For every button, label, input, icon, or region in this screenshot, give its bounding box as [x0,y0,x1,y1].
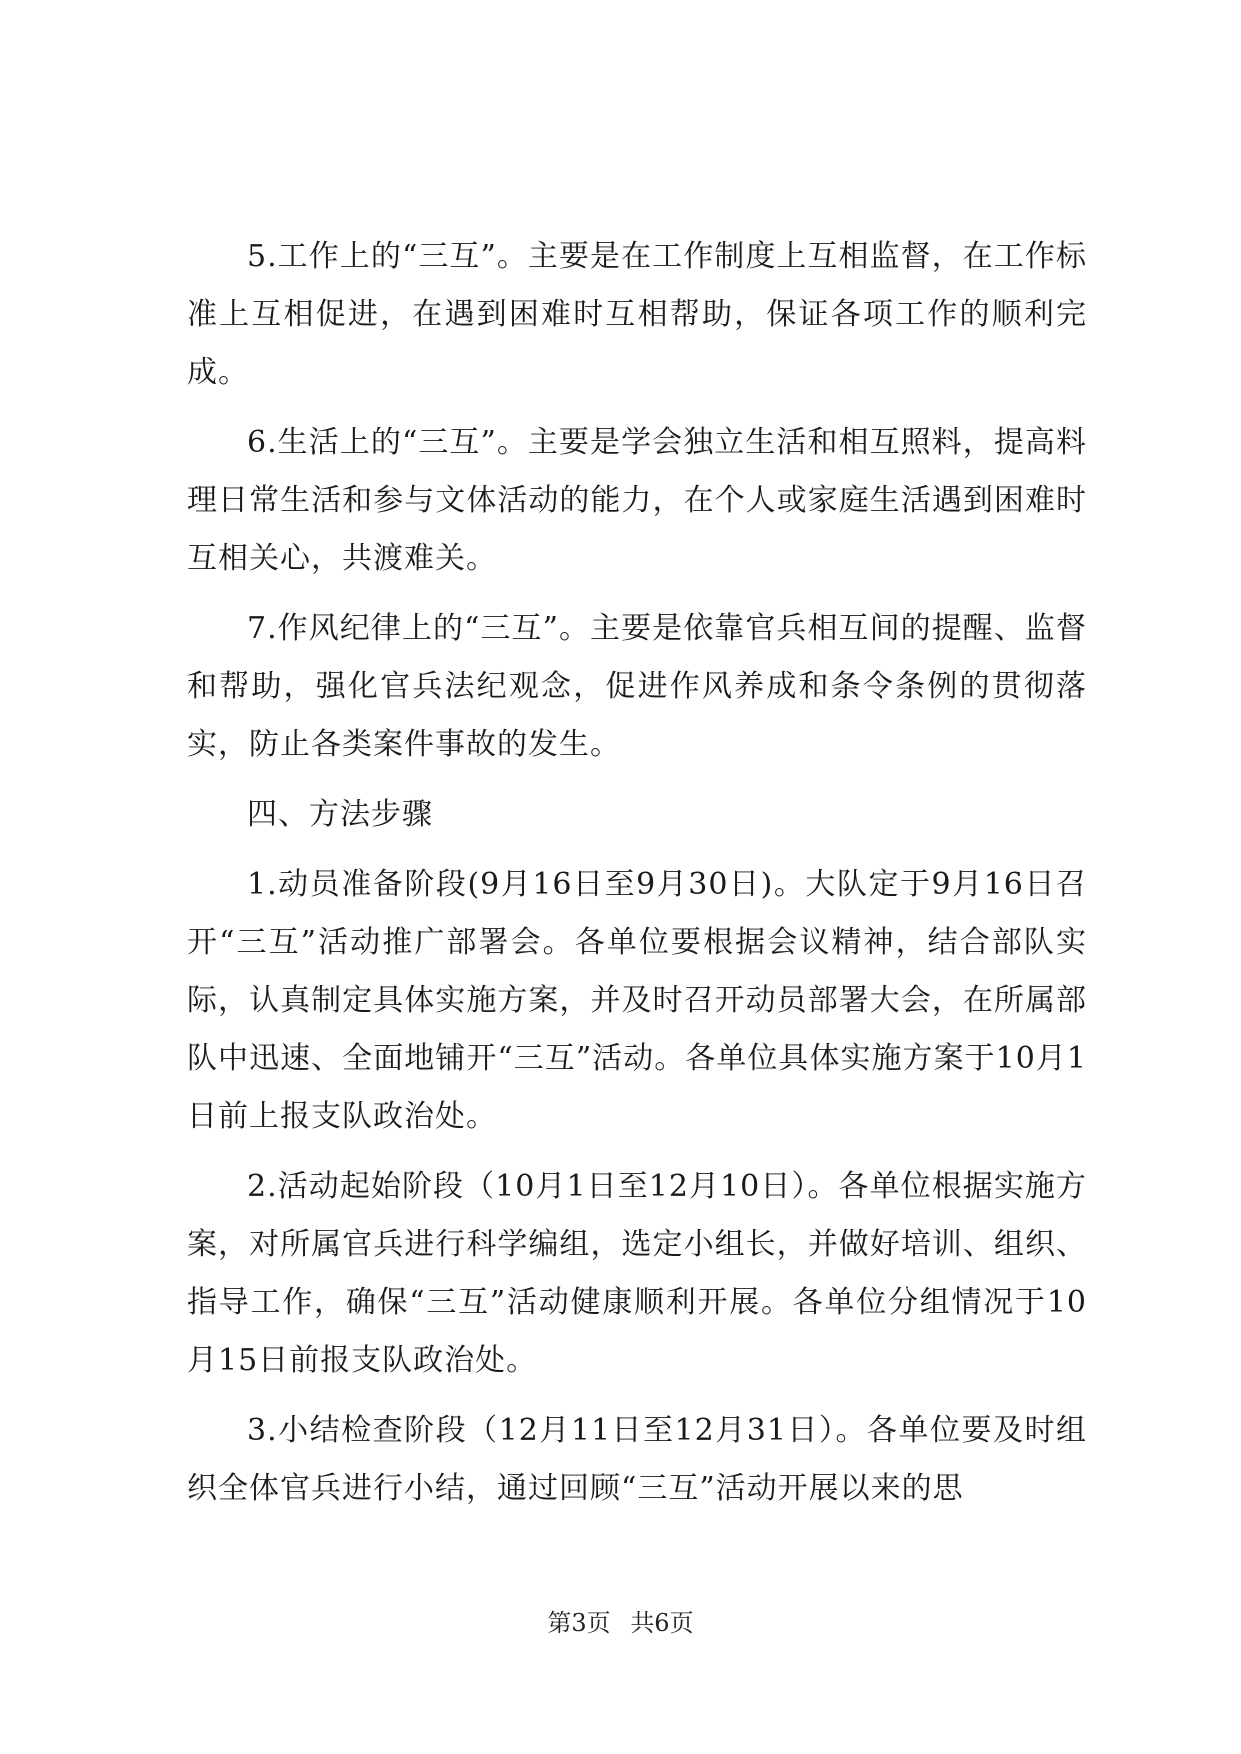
paragraph-work: 5.工作上的“三互”。主要是在工作制度上互相监督，在工作标准上互相促进，在遇到困难时互相帮助，保证各项工作的顺利完成。 [187,239,1087,390]
paragraph-life: 6.生活上的“三互”。主要是学会独立生活和相互照料，提高料理日常生活和参与文体活动的能力，在个人或家庭生活遇到困难时互相关心，共渡难关。 [187,425,1087,576]
document-body [187,228,1087,1530]
step-summary: 3.小结检查阶段（12月11日至12月31日）。各单位要及时组织全体官兵进行小结，通过回顾“三互”活动开展以来的思 [187,1413,1087,1506]
page-number: 第3页 [547,1609,611,1637]
step-start: 2.活动起始阶段（10月1日至12月10日）。各单位根据实施方案，对所属官兵进行科学编组，选定小组长，并做好培训、组织、指导工作，确保“三互”活动健康顺利开展。各单位分组情况于10月15日前报支队政治处。 [187,1169,1087,1378]
section-heading: 四、方法步骤 [247,797,433,832]
step-mobilization: 1.动员准备阶段(9月16日至9月30日)。大队定于9月16日召开“三互”活动推广部署会。各单位要根据会议精神，结合部队实际，认真制定具体实施方案，并及时召开动员部署大会，在所属部队中迅速、全面地铺开“三互”活动。各单位具体实施方案于10月1日前上报支队政治处。 [187,867,1087,1134]
paragraph-discipline: 7.作风纪律上的“三互”。主要是依靠官兵相互间的提醒、监督和帮助，强化官兵法纪观念，促进作风养成和条令条例的贯彻落实，防止各类案件事故的发生。 [187,611,1087,762]
total-pages: 共6页 [630,1609,694,1637]
page-footer [0,1608,1241,1638]
